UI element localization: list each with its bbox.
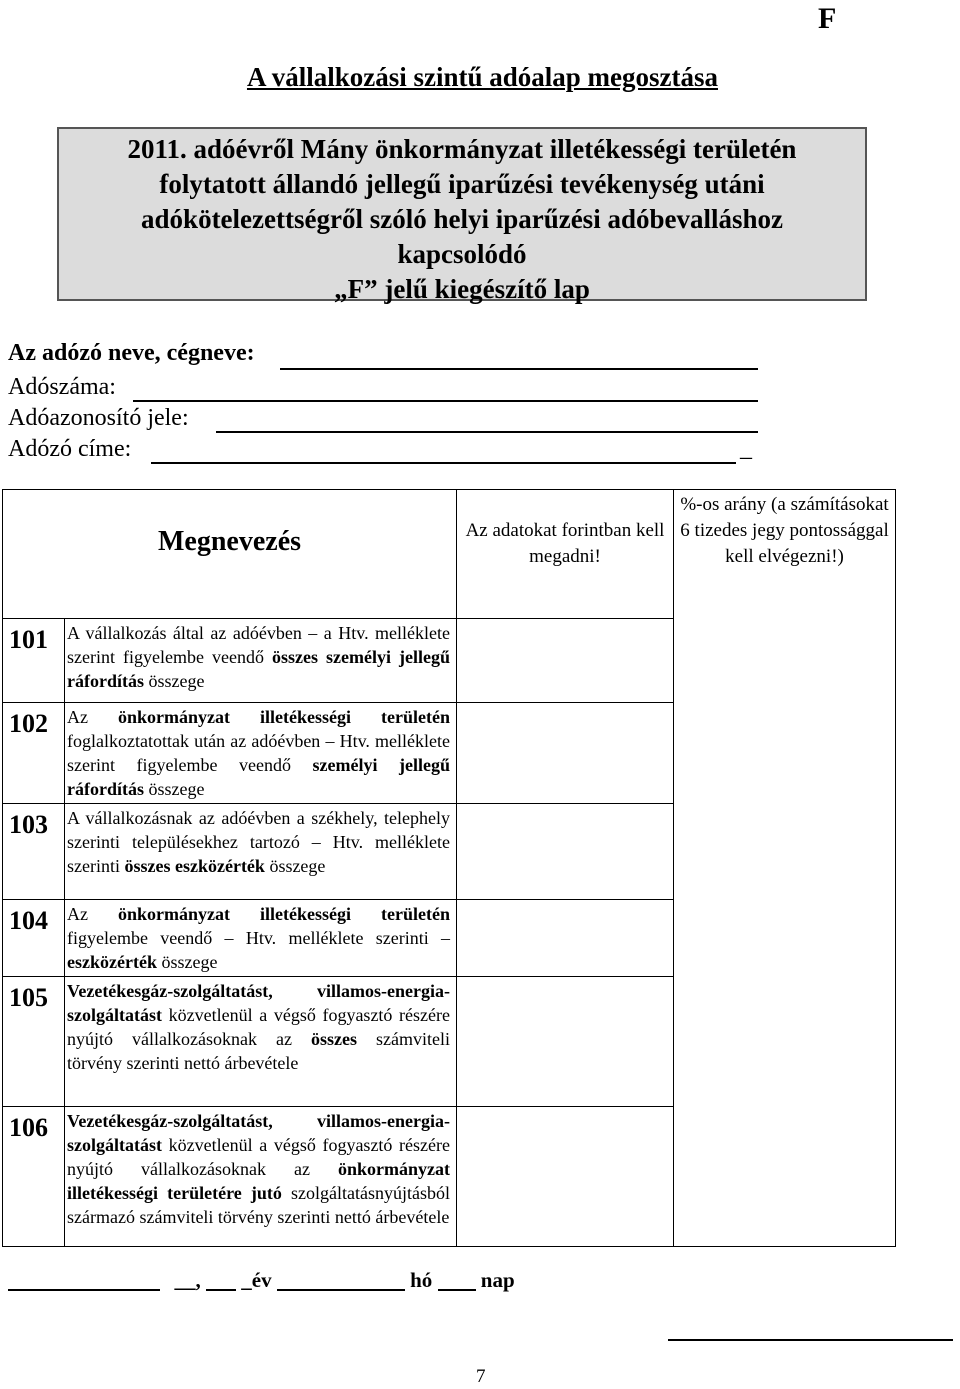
description-part: összege <box>143 671 205 691</box>
row-number: 105 <box>3 977 65 1107</box>
description-part: Vezetékesgáz-szolgáltatást, villamos-energia-szolgáltatást <box>67 1111 451 1155</box>
description-part: közvetlenül a végső fogyasztó részére nyújtó vállalkozásoknak az <box>67 1005 451 1049</box>
date-place-prefix: __ <box>174 1268 196 1292</box>
description-part: eszközérték <box>67 952 157 972</box>
amount-input-cell[interactable] <box>457 703 674 804</box>
description-part: Az <box>67 904 119 924</box>
tax-id-label: Adóazonosító jele: <box>8 405 189 431</box>
place-line[interactable] <box>8 1289 160 1291</box>
day-line[interactable] <box>438 1289 476 1291</box>
row-number: 104 <box>3 900 65 977</box>
row-description <box>65 703 457 804</box>
header-line-2: folytatott állandó jellegű iparűzési tevékenység utáni <box>159 169 765 199</box>
tax-id-field[interactable] <box>8 405 189 432</box>
year-label: év <box>251 1268 272 1292</box>
description-part: szolgáltatásnyújtásból származó számviteli törvény szerinti nettó árbevétele <box>67 1183 451 1227</box>
description-part: foglalkoztatottak után az adóévben – Htv. melléklete szerint figyelembe veendő <box>67 731 451 775</box>
description-part: A vállalkozás által az adóévben – a Htv. melléklete szerint figyelembe veendő <box>67 623 451 667</box>
header-line-1: 2011. adóévről Mány önkormányzat illetékességi területén <box>127 134 797 164</box>
header-line-5: „F” jelű kiegészítő lap <box>334 274 590 304</box>
description-part: A vállalkozásnak az adóévben a székhely, telephely szerinti településekhez tartozó – Htv. melléklete szerinti <box>67 808 451 876</box>
form-letter: F <box>818 2 837 35</box>
table-header-row <box>3 490 896 619</box>
description-part: összege <box>143 779 205 799</box>
description-part: önkormányzat illetékességi területén <box>118 904 450 924</box>
description-part: összes eszközérték <box>124 856 265 876</box>
address-suffix: _ <box>740 436 752 462</box>
address-field[interactable] <box>8 436 752 463</box>
amount-input-cell[interactable] <box>457 1107 674 1247</box>
taxpayer-name-label: Az adózó neve, cégneve: <box>8 340 255 366</box>
header-amount: Az adatokat forintban kell megadni! <box>457 490 674 619</box>
row-description <box>65 804 457 900</box>
description-part: önkormányzat illetékességi területén <box>118 707 450 727</box>
description-part: összes személyi jellegű ráfordítás <box>67 647 450 691</box>
row-description <box>65 1107 457 1247</box>
signature-line[interactable] <box>668 1339 953 1341</box>
taxpayer-name-field[interactable] <box>8 340 255 367</box>
header-megnevezes: Megnevezés <box>3 490 457 619</box>
description-part: önkormányzat illetékességi területére jutó <box>67 1159 451 1203</box>
amount-input-cell[interactable] <box>457 619 674 703</box>
amount-input-cell[interactable] <box>457 900 674 977</box>
header-line-4: kapcsolódó <box>397 239 527 269</box>
day-label: nap <box>480 1268 515 1292</box>
page-title: A vállalkozási szintű adóalap megosztása <box>246 62 719 92</box>
header-box <box>57 127 867 304</box>
date-comma: , <box>195 1268 201 1292</box>
tax-id-line[interactable] <box>216 431 758 433</box>
address-line[interactable] <box>151 462 736 464</box>
header-line-3: adókötelezettségről szóló helyi iparűzési adóbevalláshoz <box>141 204 783 234</box>
row-number: 106 <box>3 1107 65 1247</box>
month-label: hó <box>410 1268 433 1292</box>
date-line[interactable] <box>8 1268 515 1293</box>
description-part: összes <box>311 1029 358 1049</box>
year-line[interactable] <box>206 1289 236 1291</box>
description-part: személyi jellegű ráfordítás <box>67 755 450 799</box>
amount-input-cell[interactable] <box>457 804 674 900</box>
tax-number-line[interactable] <box>133 400 758 402</box>
taxpayer-name-line[interactable] <box>280 368 758 370</box>
row-number: 103 <box>3 804 65 900</box>
tax-number-field[interactable] <box>8 374 116 401</box>
row-number: 101 <box>3 619 65 703</box>
row-description <box>65 977 457 1107</box>
month-line[interactable] <box>277 1289 405 1291</box>
row-number: 102 <box>3 703 65 804</box>
tax-number-label: Adószáma: <box>8 374 116 400</box>
description-part: összege <box>156 952 218 972</box>
header-percent: %-os arány (a számításokat 6 tizedes jegy pontossággal kell elvégezni!) <box>674 490 896 1247</box>
description-part: figyelembe veendő – Htv. melléklete szerinti – <box>67 928 451 948</box>
description-part: Vezetékesgáz-szolgáltatást, villamos-energia-szolgáltatást <box>67 981 451 1025</box>
row-description <box>65 619 457 703</box>
description-part: Az <box>67 707 119 727</box>
description-part: számviteli törvény szerinti nettó árbevétele <box>67 1029 451 1073</box>
amount-input-cell[interactable] <box>457 977 674 1107</box>
page-number: 7 <box>476 1366 486 1387</box>
address-label: Adózó címe: <box>8 436 132 462</box>
description-part: összege <box>264 856 326 876</box>
row-description <box>65 900 457 977</box>
data-table <box>2 489 896 1247</box>
description-part: közvetlenül a végső fogyasztó részére nyújtó vállalkozásoknak az <box>67 1135 451 1179</box>
year-prefix: _ <box>241 1268 252 1292</box>
